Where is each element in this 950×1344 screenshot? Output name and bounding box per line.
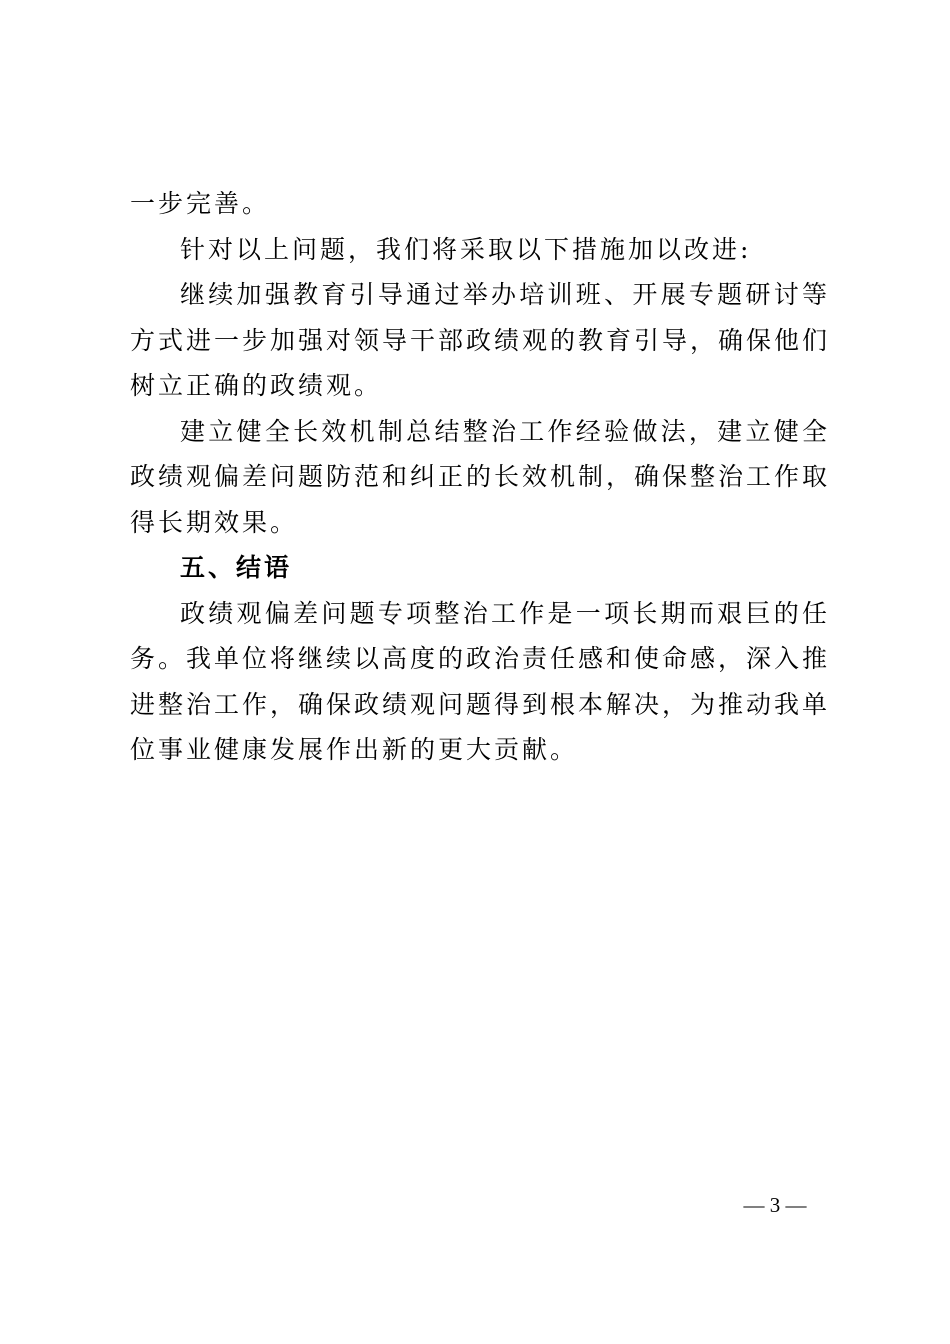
paragraph-conclusion: 政绩观偏差问题专项整治工作是一项长期而艰巨的任务。我单位将继续以高度的政治责任感和使命感，深入推进整治工作，确保政绩观问题得到根本解决，为推动我单位事业健康发展作出新的更大贡献。	[130, 598, 831, 764]
paragraph-long-term-mechanism: 建立健全长效机制总结整治工作经验做法，建立健全政绩观偏差问题防范和纠正的长效机制，确保整治工作取得长期效果。	[130, 416, 831, 537]
section-heading-conclusion: 五、结语	[180, 553, 293, 582]
paragraph-education-guidance: 继续加强教育引导通过举办培训班、开展专题研讨等方式进一步加强对领导干部政绩观的教育引导，确保他们树立正确的政绩观。	[130, 280, 831, 400]
page-number: — 3 —	[743, 1193, 807, 1217]
paragraph-continuation: 一步完善。	[130, 189, 271, 218]
paragraph-intro-measures: 针对以上问题，我们将采取以下措施加以改进:	[180, 234, 752, 264]
document-body	[130, 181, 830, 773]
